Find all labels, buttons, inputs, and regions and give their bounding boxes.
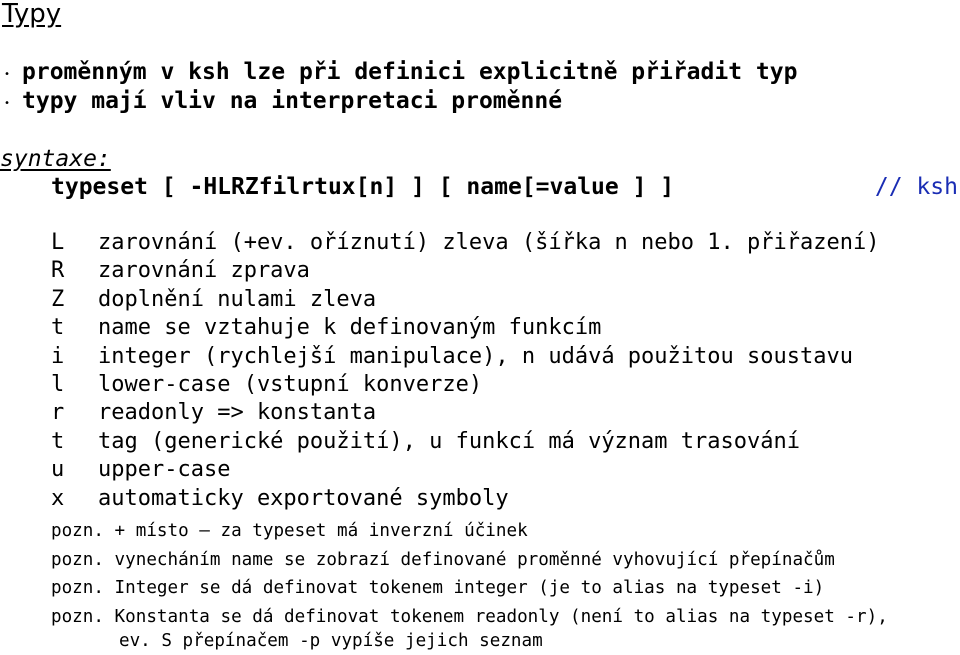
option-description: lower-case (vstupní konverze) <box>98 371 483 397</box>
syntax-command: typeset [ -HLRZfilrtux[n] ] [ name[=value ] ] <box>51 174 675 200</box>
bullet-item <box>0 58 797 87</box>
bullet-item <box>0 87 797 116</box>
bullet-text: proměnným v ksh lze při definici explicitně přiřadit typ <box>22 59 798 85</box>
option-flag: R <box>51 258 65 284</box>
bullet-dot-icon: • <box>4 98 11 109</box>
bullet-list <box>0 58 797 116</box>
option-flag: x <box>51 485 65 511</box>
syntax-label: syntaxe: <box>0 146 111 172</box>
option-description: doplnění nulami zleva <box>98 286 377 312</box>
note-continuation: ev. S přepínačem -p vypíše jejich seznam <box>119 631 543 652</box>
option-description: readonly => konstanta <box>98 400 377 426</box>
option-description: automaticky exportované symboly <box>98 485 509 511</box>
option-flag: u <box>51 457 65 483</box>
notes-list <box>51 517 888 655</box>
option-flag: Z <box>51 286 65 312</box>
note-line: pozn. vynecháním name se zobrazí definované proměnné vyhovující přepínačům <box>51 549 835 570</box>
option-flag: t <box>51 315 65 341</box>
note-line: pozn. Konstanta se dá definovat tokenem readonly (není to alias na typeset -r), <box>51 606 888 627</box>
note-line: pozn. Integer se dá definovat tokenem integer (je to alias na typeset -i) <box>51 578 825 599</box>
bullet-dot-icon: • <box>4 69 11 80</box>
option-flag: i <box>51 343 65 369</box>
option-description: zarovnání (+ev. oříznutí) zleva (šířka n nebo 1. přiřazení) <box>98 230 880 255</box>
slide-title: Typy <box>2 0 62 29</box>
note-line: pozn. + místo – za typeset má inverzní účinek <box>51 521 528 541</box>
option-flag: t <box>51 428 65 454</box>
option-flag: L <box>51 230 65 255</box>
bullet-text: typy mají vliv na interpretaci proměnné <box>22 88 563 114</box>
option-description: integer (rychlejší manipulace), n udává použitou soustavu <box>98 343 853 369</box>
option-description: upper-case <box>98 457 231 483</box>
option-description: tag (generické použití), u funkcí má význam trasování <box>98 428 800 454</box>
syntax-comment: // ksh <box>874 174 958 200</box>
option-flag: r <box>51 400 65 426</box>
option-flag: l <box>51 371 65 397</box>
option-description: zarovnání zprava <box>98 258 310 284</box>
option-description: name se vztahuje k definovaným funkcím <box>98 315 602 341</box>
